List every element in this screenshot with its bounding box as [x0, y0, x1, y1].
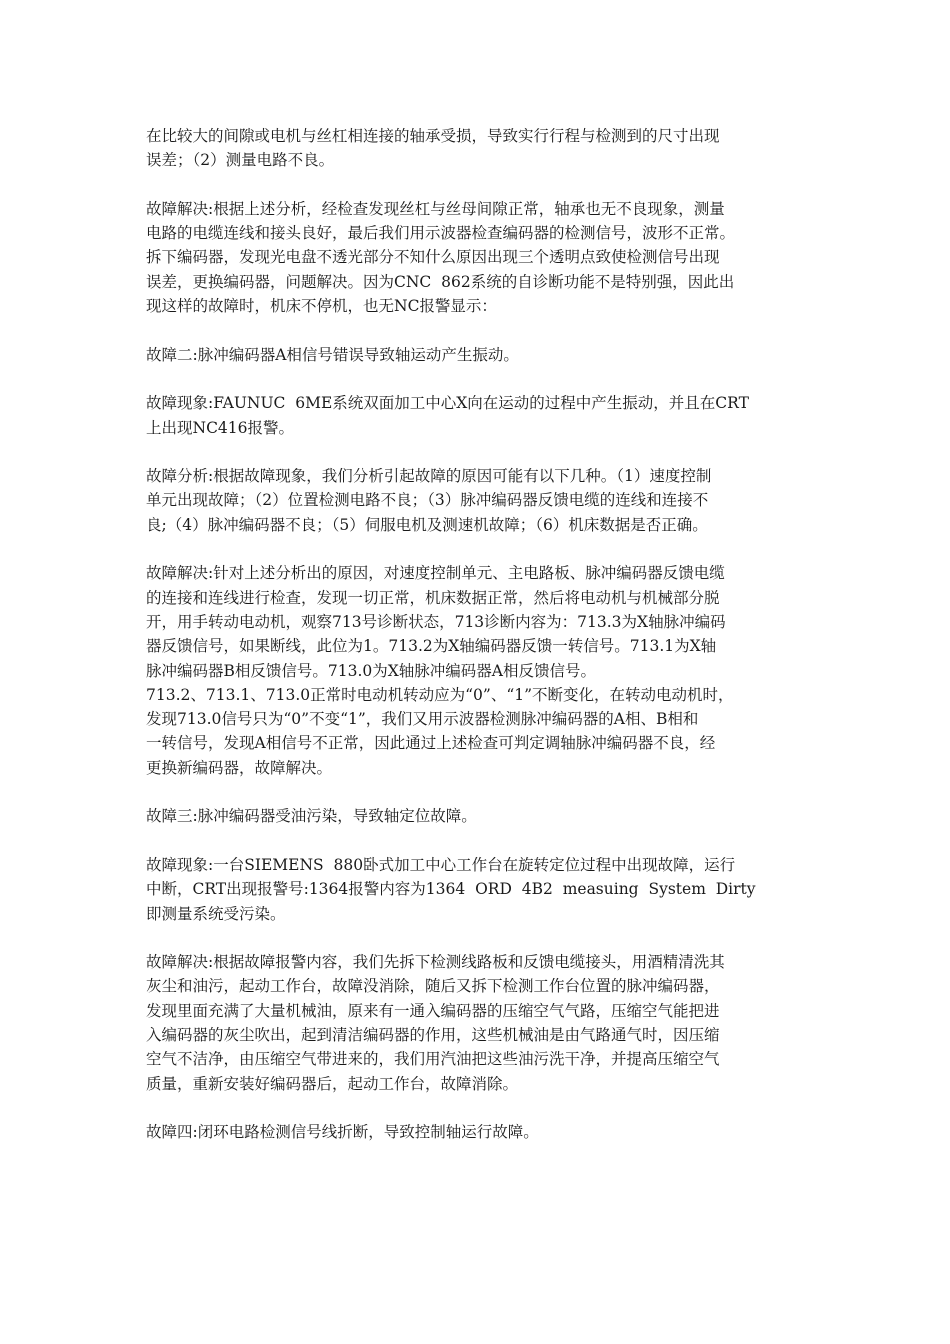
paragraph	[146, 561, 822, 780]
paragraph-line: 故障分析:根据故障现象，我们分析引起故障的原因可能有以下几种。（1）速度控制	[146, 467, 712, 486]
paragraph-line: 单元出现故障；（2）位置检测电路不良；（3）脉冲编码器反馈电缆的连线和连接不	[146, 491, 709, 510]
paragraph-line: 入编码器的灰尘吹出，起到清洁编码器的作用，这些机械油是由气路通气时，因压缩	[146, 1025, 720, 1044]
paragraph-line: 即测量系统受污染。	[146, 904, 286, 923]
paragraph	[146, 950, 822, 1096]
paragraph-line: 现这样的故障时，机床不停机，也无NC报警显示：	[146, 297, 497, 316]
paragraph	[146, 853, 822, 926]
paragraph-line: 发现713.0信号只为“0”不变“1”，我们又用示波器检测脉冲编码器的A相、B相和	[146, 710, 699, 729]
paragraph-line: 一转信号，发现A相信号不正常，因此通过上述检查可判定调轴脉冲编码器不良，经	[146, 734, 716, 753]
paragraph-line: 开，用手转动电动机，观察713号诊断状态，713诊断内容为：713.3为X轴脉冲编码	[146, 612, 726, 631]
paragraph-line: 故障解决:根据故障报警内容，我们先拆下检测线路板和反馈电缆接头，用酒精清洗其	[146, 953, 725, 972]
paragraph	[146, 197, 822, 318]
paragraph-line: 器反馈信号，如果断线，此位为1。713.2为X轴编码器反馈一转信号。713.1为X轴	[146, 637, 717, 656]
paragraph-line: 故障二:脉冲编码器A相信号错误导致轴运动产生振动。	[146, 345, 519, 364]
paragraph-line: 电路的电缆连线和接头良好，最后我们用示波器检查编码器的检测信号，波形不正常。	[146, 224, 736, 243]
paragraph-line: 空气不洁净，由压缩空气带进来的，我们用汽油把这些油污洗干净，并提高压缩空气	[146, 1050, 720, 1069]
paragraph	[146, 1120, 822, 1144]
paragraph-line: 质量，重新安装好编码器后，起动工作台，故障消除。	[146, 1074, 519, 1093]
paragraph-line: 在比较大的间隙或电机与丝杠相连接的轴承受损，导致实行行程与检测到的尺寸出现	[146, 127, 720, 145]
paragraph-line: 误差，更换编码器，问题解决。因为CNC 862系统的自诊断功能不是特别强，因此出	[146, 272, 735, 291]
paragraph-line: 发现里面充满了大量机械油，原来有一通入编码器的压缩空气气路，压缩空气能把进	[146, 1001, 720, 1020]
paragraph	[146, 804, 822, 828]
document-body	[146, 124, 822, 1144]
paragraph-line: 更换新编码器，故障解决。	[146, 758, 333, 777]
paragraph-line: 故障现象:一台SIEMENS 880卧式加工中心工作台在旋转定位过程中出现故障，运行	[146, 855, 736, 874]
paragraph-line: 良;（4）脉冲编码器不良；（5）伺服电机及测速机故障；（6）机床数据是否正确。	[146, 515, 708, 534]
paragraph	[146, 124, 822, 173]
paragraph-line: 拆下编码器，发现光电盘不透光部分不知什么原因出现三个透明点致使检测信号出现	[146, 248, 720, 267]
paragraph-line: 误差；（2）测量电路不良。	[146, 151, 335, 170]
paragraph	[146, 391, 822, 440]
paragraph-line: 脉冲编码器B相反馈信号。713.0为X轴脉冲编码器A相反馈信号。	[146, 661, 596, 680]
paragraph-line: 的连接和连线进行检查，发现一切正常，机床数据正常，然后将电动机与机械部分脱	[146, 588, 720, 607]
paragraph-line: 713.2、713.1、713.0正常时电动机转动应为“0”、“1”不断变化，在转动电动机时，	[146, 685, 734, 704]
paragraph-line: 上出现NC416报警。	[146, 418, 295, 437]
paragraph-line: 故障解决:针对上述分析出的原因，对速度控制单元、主电路板、脉冲编码器反馈电缆	[146, 564, 725, 583]
paragraph-line: 故障三:脉冲编码器受油污染，导致轴定位故障。	[146, 807, 477, 826]
paragraph-line: 灰尘和油污，起动工作台，故障没消除，随后又拆下检测工作台位置的脉冲编码器，	[146, 977, 720, 996]
paragraph	[146, 343, 822, 367]
paragraph-line: 中断，CRT出现报警号:1364报警内容为1364 ORD 4B2 measuing System Dirty	[146, 880, 756, 899]
paragraph-line: 故障现象:FAUNUC 6ME系统双面加工中心X向在运动的过程中产生振动，并且在CRT	[146, 394, 749, 413]
paragraph-line: 故障解决:根据上述分析，经检查发现丝杠与丝母间隙正常，轴承也无不良现象，测量	[146, 199, 725, 218]
paragraph-line: 故障四:闭环电路检测信号线折断，导致控制轴运行故障。	[146, 1123, 539, 1142]
paragraph	[146, 464, 822, 537]
